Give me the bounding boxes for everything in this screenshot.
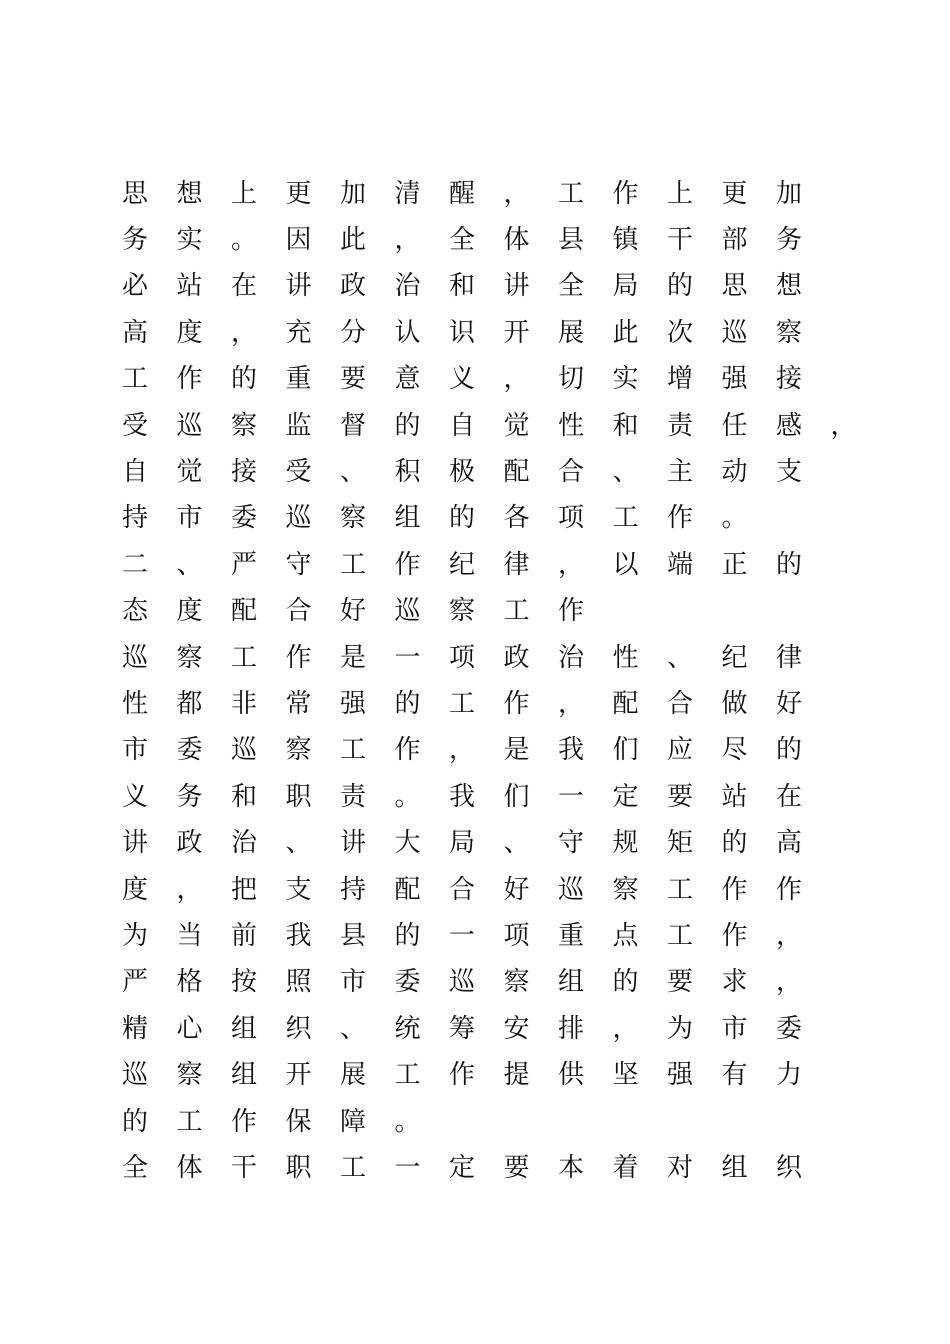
text-char: 坚 [612,1060,639,1091]
text-char: 筹 [449,1013,476,1044]
text-char: 讲 [340,828,367,859]
text-char: 巡 [394,596,421,627]
text-char: 组 [231,1060,258,1091]
text-char: 的 [394,410,421,441]
text-char: 常 [285,688,312,719]
text-char: 体 [176,1152,203,1183]
text-char: ， [503,178,530,209]
text-char: 实 [176,225,203,256]
text-char: 上 [667,178,694,209]
text-char: 讲 [285,271,312,302]
text-char: 和 [612,410,639,441]
text-char: 有 [721,1060,748,1091]
text-char: 因 [285,225,312,256]
text-char: 的 [721,828,748,859]
text-char: 律 [503,549,530,580]
text-char: 项 [558,503,585,534]
text-char: 纪 [721,642,748,673]
text-char: 强 [721,364,748,395]
text-char: 合 [667,688,694,719]
text-char: 我 [285,920,312,951]
text-line [122,1049,885,1095]
text-char: 察 [176,642,203,673]
text-char: 守 [558,828,585,859]
text-char: 、 [176,549,203,580]
text-char: 的 [231,364,258,395]
text-char: 察 [340,503,367,534]
text-char: 治 [231,828,258,859]
text-line [122,771,885,817]
text-char: 感 [776,410,803,441]
text-char: 务 [176,781,203,812]
text-char: 切 [558,364,585,395]
text-char: 作 [503,688,530,719]
text-char: 委 [394,967,421,998]
text-char: 重 [285,364,312,395]
text-char: 站 [721,781,748,812]
text-char: 想 [176,178,203,209]
text-char: 市 [176,503,203,534]
text-char: ， [776,920,803,951]
text-char: 工 [667,874,694,905]
text-char: ， [558,549,585,580]
text-char: 强 [340,688,367,719]
text-char: 巡 [721,317,748,348]
text-char: 力 [776,1060,803,1091]
text-char: 格 [176,967,203,998]
text-line [122,446,885,492]
text-char: 巡 [285,503,312,534]
text-char: 受 [285,457,312,488]
text-char: 作 [558,596,585,627]
text-char: 一 [394,1152,421,1183]
section-heading-line [122,539,885,585]
text-char: 。 [394,781,421,812]
text-line [122,910,885,956]
text-char: 强 [667,1060,694,1091]
text-char: 工 [176,1106,203,1137]
text-char: ， [176,874,203,905]
text-char: 大 [394,828,421,859]
text-line [122,864,885,910]
text-char: 要 [503,1152,530,1183]
text-char: 、 [340,1013,367,1044]
text-char: 高 [122,317,149,348]
text-char: 都 [176,688,203,719]
text-char: 性 [612,642,639,673]
text-char: 把 [231,874,258,905]
text-char: 的 [449,503,476,534]
text-line [122,1142,885,1188]
text-char: ， [394,225,421,256]
text-char: 正 [721,549,748,580]
text-char: 的 [776,549,803,580]
text-char: 的 [394,688,421,719]
body-text [122,168,885,1189]
text-char: 、 [340,457,367,488]
text-char: 要 [340,364,367,395]
text-char: 。 [231,225,258,256]
text-char: 心 [176,1013,203,1044]
text-char: 在 [776,781,803,812]
text-char: 自 [122,457,149,488]
text-char: 受 [122,410,149,441]
text-char: 治 [558,642,585,673]
text-char: 察 [176,1060,203,1091]
text-char: 工 [558,178,585,209]
text-char: 县 [340,920,367,951]
text-char: 按 [231,967,258,998]
text-char: 的 [394,920,421,951]
text-char: 县 [558,225,585,256]
text-char: 我 [558,735,585,766]
text-char: 的 [612,967,639,998]
text-char: 开 [285,1060,312,1091]
text-line [122,307,885,353]
text-char: 巡 [176,410,203,441]
text-char: 此 [340,225,367,256]
text-char: 政 [503,642,530,673]
text-char: 是 [503,735,530,766]
text-char: 思 [721,271,748,302]
text-char: 精 [122,1013,149,1044]
text-char: 排 [558,1013,585,1044]
text-char: 站 [176,271,203,302]
text-char: 巡 [558,874,585,905]
text-char: 政 [176,828,203,859]
text-char: 义 [449,364,476,395]
text-char: 巡 [122,1060,149,1091]
text-char: 提 [503,1060,530,1091]
text-char: ， [558,688,585,719]
text-line [122,678,885,724]
text-line [122,632,885,678]
text-char: 好 [776,688,803,719]
text-char: 务 [776,225,803,256]
text-char: 巡 [231,735,258,766]
text-char: 上 [231,178,258,209]
text-char: 要 [667,781,694,812]
text-char: 纪 [449,549,476,580]
text-char: 体 [503,225,530,256]
text-char: 组 [721,1152,748,1183]
text-char: 、 [667,642,694,673]
text-char: 支 [776,457,803,488]
text-char: 工 [340,549,367,580]
text-char: 更 [285,178,312,209]
text-char: 作 [394,549,421,580]
text-char: 。 [721,503,748,534]
text-char: 展 [340,1060,367,1091]
text-char: 意 [394,364,421,395]
text-char: 全 [449,225,476,256]
text-char: 务 [122,225,149,256]
text-char: 必 [122,271,149,302]
text-char: 作 [776,874,803,905]
text-char: 障 [340,1106,367,1137]
text-char: 一 [449,920,476,951]
text-char: 委 [776,1013,803,1044]
text-char: 次 [667,317,694,348]
text-char: 应 [667,735,694,766]
text-char: 讲 [503,271,530,302]
text-char: 度 [176,596,203,627]
text-char: 严 [122,967,149,998]
text-char: 极 [449,457,476,488]
text-char: 尽 [721,735,748,766]
text-char: 供 [558,1060,585,1091]
text-char: 充 [285,317,312,348]
text-line [122,1096,885,1142]
text-char: 保 [285,1106,312,1137]
text-char: 加 [776,178,803,209]
text-line [122,400,885,446]
text-char: 配 [394,874,421,905]
text-line [122,725,885,771]
text-char: 委 [176,735,203,766]
text-char: 工 [503,596,530,627]
text-char: 责 [667,410,694,441]
text-char: 实 [612,364,639,395]
text-char: 律 [776,642,803,673]
text-char: 巡 [449,967,476,998]
text-char: 觉 [176,457,203,488]
text-char: 在 [231,271,258,302]
text-char: 职 [285,781,312,812]
text-char: ， [449,735,476,766]
text-char: 市 [340,967,367,998]
text-char: 作 [176,364,203,395]
text-char: 识 [449,317,476,348]
text-char: 思 [122,178,149,209]
text-char: 项 [503,920,530,951]
text-char: 配 [231,596,258,627]
text-line [122,817,885,863]
text-char: 定 [612,781,639,812]
text-char: 此 [612,317,639,348]
text-char: 织 [776,1152,803,1183]
text-char: 展 [558,317,585,348]
text-char: 开 [503,317,530,348]
text-line [122,261,885,307]
text-char: 作 [285,642,312,673]
text-char: 一 [558,781,585,812]
text-char: 组 [231,1013,258,1044]
text-char: ， [776,967,803,998]
text-char: 察 [503,967,530,998]
text-char: 工 [667,920,694,951]
text-char: 部 [721,225,748,256]
text-char: 支 [285,874,312,905]
text-char: 性 [558,410,585,441]
text-char: 想 [776,271,803,302]
text-char: 安 [503,1013,530,1044]
text-char: 为 [122,920,149,951]
text-char: 照 [285,967,312,998]
text-char: 动 [721,457,748,488]
text-char: 全 [558,271,585,302]
text-char: 好 [340,596,367,627]
text-char: 合 [285,596,312,627]
text-char: 非 [231,688,258,719]
text-char: 以 [612,549,639,580]
text-char: 全 [122,1152,149,1183]
text-char: 工 [340,1152,367,1183]
text-char: 一 [394,642,421,673]
text-char: 求 [721,967,748,998]
text-char: 政 [340,271,367,302]
text-char: 察 [285,735,312,766]
text-line [122,214,885,260]
text-char: 严 [231,549,258,580]
text-char: 工 [612,503,639,534]
text-char: 作 [721,920,748,951]
text-char: 规 [612,828,639,859]
text-char: 点 [612,920,639,951]
text-char: 作 [231,1106,258,1137]
text-char: 前 [231,920,258,951]
text-char: 矩 [667,828,694,859]
text-char: 织 [285,1013,312,1044]
text-char: 组 [394,503,421,534]
text-char: 工 [231,642,258,673]
text-char: 主 [667,457,694,488]
text-char: 高 [776,828,803,859]
text-char: 责 [340,781,367,812]
text-char: 市 [122,735,149,766]
text-char: 增 [667,364,694,395]
text-char: 察 [776,317,803,348]
text-char: 重 [558,920,585,951]
text-char: 察 [449,596,476,627]
text-char: 和 [449,271,476,302]
text-char: 。 [394,1106,421,1137]
text-char: 委 [231,503,258,534]
text-char: 、 [285,828,312,859]
text-line [122,1003,885,1049]
text-char: 加 [340,178,367,209]
text-char: 持 [122,503,149,534]
text-char: 们 [612,735,639,766]
text-char: 端 [667,549,694,580]
text-char: 做 [721,688,748,719]
text-char: 的 [667,271,694,302]
text-char: ， [231,317,258,348]
text-char: 察 [612,874,639,905]
text-char: 配 [612,688,639,719]
text-char: 对 [667,1152,694,1183]
text-char: 讲 [122,828,149,859]
text-char: 作 [612,178,639,209]
text-char: 的 [122,1106,149,1137]
text-char: 配 [503,457,530,488]
text-char: 要 [667,967,694,998]
text-char: 干 [231,1152,258,1183]
text-char: 和 [231,781,258,812]
text-char: 分 [340,317,367,348]
text-char: 合 [558,457,585,488]
text-char: ， [612,1013,639,1044]
text-char: 的 [776,735,803,766]
text-char: 合 [449,874,476,905]
text-char: 们 [503,781,530,812]
text-char: 认 [394,317,421,348]
text-char: 察 [231,410,258,441]
text-char: 局 [449,828,476,859]
text-char: 度 [176,317,203,348]
text-char: 性 [122,688,149,719]
text-char: ， [830,410,857,441]
text-line [122,168,885,214]
text-char: 当 [176,920,203,951]
text-char: 监 [285,410,312,441]
text-char: 定 [449,1152,476,1183]
text-char: 作 [394,735,421,766]
text-char: 守 [285,549,312,580]
text-char: 作 [449,1060,476,1091]
text-char: 工 [340,735,367,766]
text-char: 作 [667,503,694,534]
text-char: 职 [285,1152,312,1183]
text-char: 、 [503,828,530,859]
text-char: 是 [340,642,367,673]
text-char: 局 [612,271,639,302]
text-char: 组 [558,967,585,998]
text-char: 市 [721,1013,748,1044]
text-char: 清 [394,178,421,209]
text-line [122,957,885,1003]
text-char: 度 [122,874,149,905]
text-char: 好 [503,874,530,905]
text-char: 镇 [612,225,639,256]
text-char: 巡 [122,642,149,673]
text-char: 任 [721,410,748,441]
text-char: 治 [394,271,421,302]
text-char: 工 [394,1060,421,1091]
text-char: ， [503,364,530,395]
text-char: 我 [449,781,476,812]
section-heading-line [122,586,885,632]
text-char: 醒 [449,178,476,209]
text-char: 积 [394,457,421,488]
text-char: 为 [667,1013,694,1044]
text-line [122,493,885,539]
text-char: 接 [231,457,258,488]
text-char: 持 [340,874,367,905]
text-char: 各 [503,503,530,534]
text-char: 着 [612,1152,639,1183]
text-char: 统 [394,1013,421,1044]
text-char: 干 [667,225,694,256]
text-char: 本 [558,1152,585,1183]
text-char: 工 [449,688,476,719]
text-char: 项 [449,642,476,673]
text-char: 二 [122,549,149,580]
text-char: 工 [122,364,149,395]
text-char: 接 [776,364,803,395]
text-char: 作 [721,874,748,905]
text-char: 更 [721,178,748,209]
text-char: 觉 [503,410,530,441]
text-char: 自 [449,410,476,441]
text-char: 、 [612,457,639,488]
text-char: 督 [340,410,367,441]
text-line [122,354,885,400]
text-char: 态 [122,596,149,627]
text-char: 义 [122,781,149,812]
